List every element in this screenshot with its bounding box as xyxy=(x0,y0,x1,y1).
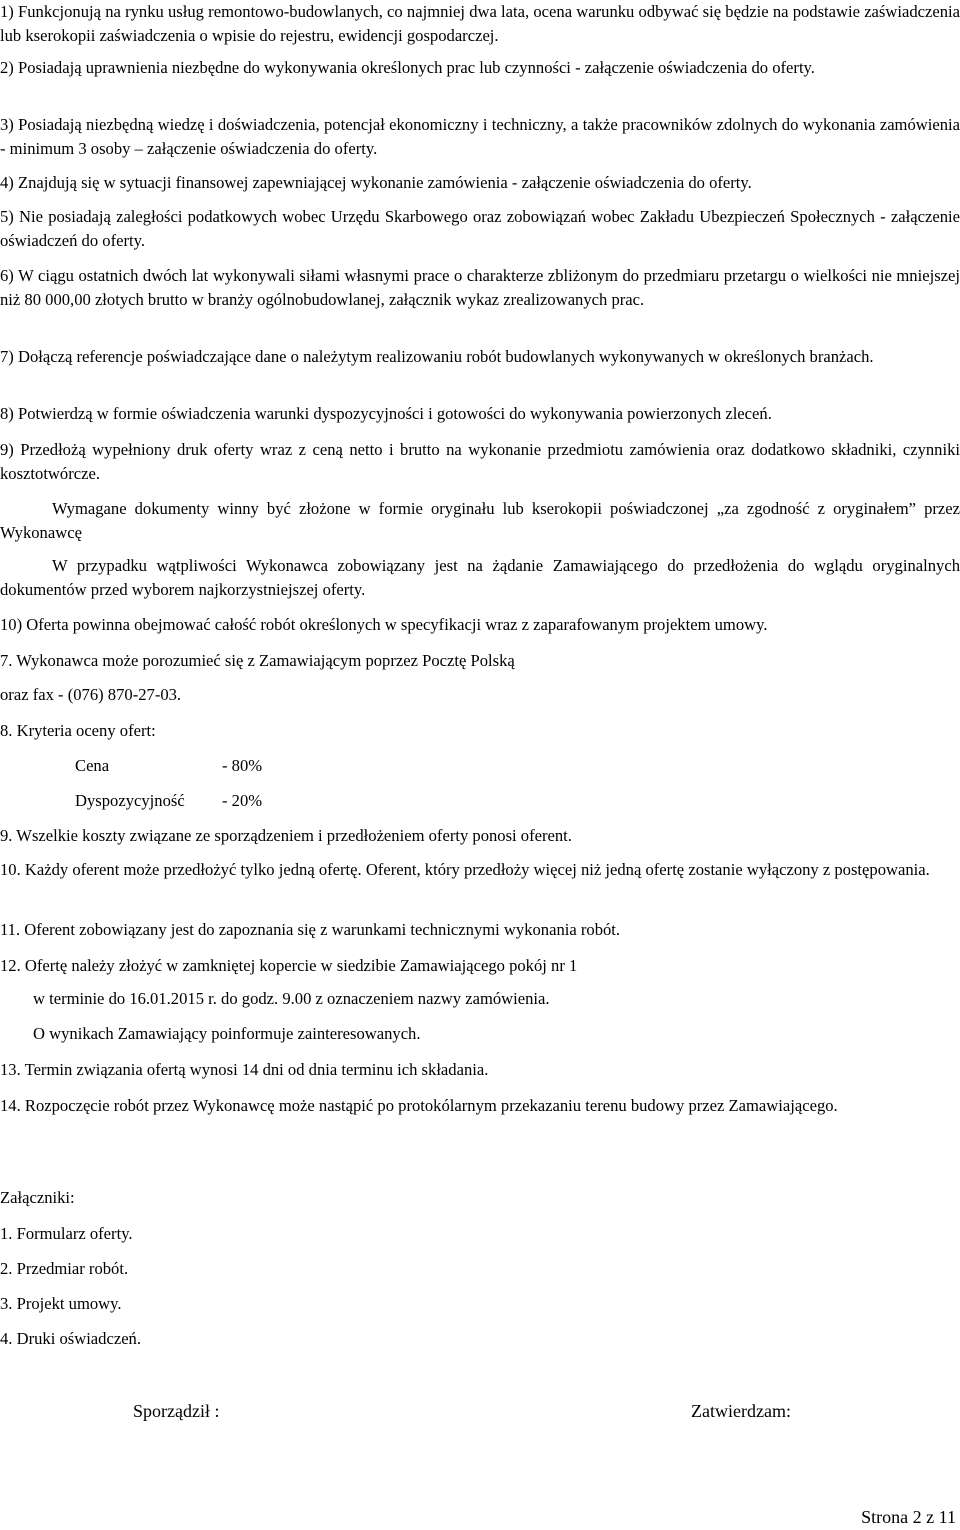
signature-approved: Zatwierdzam: xyxy=(691,1401,791,1421)
section-13: 13. Termin związania ofertą wynosi 14 dni od dnia terminu ich składania. xyxy=(0,1060,489,1079)
section-9: 9. Wszelkie koszty związane ze sporządzeniem i przedłożeniem oferty ponosi oferent. xyxy=(0,826,572,845)
required-documents-paragraph: Wymagane dokumenty winny być złożone w formie oryginału lub kserokopii poświadczonej „za zgodność z oryginałem” przez Wykonawcę xyxy=(0,499,960,542)
attachment-item: 1. Formularz oferty. xyxy=(0,1224,133,1243)
section-12-deadline: w terminie do 16.01.2015 r. do godz. 9.00 z oznaczeniem nazwy zamówienia. xyxy=(33,989,550,1008)
criterion-weight: - 80% xyxy=(222,756,263,775)
signature-prepared-by: Sporządził : xyxy=(133,1401,220,1421)
section-12-info: O wynikach Zamawiający poinformuje zainteresowanych. xyxy=(33,1024,421,1043)
attachment-item: 2. Przedmiar robót. xyxy=(0,1259,129,1278)
criterion-label: Dyspozycyjność xyxy=(75,791,185,810)
signature-row xyxy=(0,1400,960,1426)
attachment-item: 4. Druki oświadczeń. xyxy=(0,1329,142,1348)
condition-5: 5) Nie posiadają zaległości podatkowych wobec Urzędu Skarbowego oraz zobowiązań wobec Zakładu Ubezpieczeń Społecznych - załączenie oświadczeń do oferty. xyxy=(0,207,960,250)
condition-4: 4) Znajdują się w sytuacji finansowej zapewniającej wykonanie zamówienia - załączenie oświadczenia do oferty. xyxy=(0,173,752,192)
page-number: Strona 2 z 11 xyxy=(861,1507,956,1527)
section-14: 14. Rozpoczęcie robót przez Wykonawcę może nastąpić po protokólarnym przekazaniu terenu budowy przez Zamawiającego. xyxy=(0,1096,838,1115)
criterion-row xyxy=(0,754,960,778)
section-8: 8. Kryteria oceny ofert: xyxy=(0,721,156,740)
fax-line: oraz fax - (076) 870-27-03. xyxy=(0,685,182,704)
condition-9: 9) Przedłożą wypełniony druk oferty wraz z ceną netto i brutto na wykonanie przedmiotu zamówienia oraz dodatkowo składniki, czynniki kosztotwórcze. xyxy=(0,440,960,483)
section-11: 11. Oferent zobowiązany jest do zapoznania się z warunkami technicznymi wykonania robót. xyxy=(0,920,621,939)
doubt-paragraph: W przypadku wątpliwości Wykonawca zobowiązany jest na żądanie Zamawiającego do przedłożenia do wglądu oryginalnych dokumentów przed wyborem najkorzystniejszej oferty. xyxy=(0,556,960,599)
criterion-weight: - 20% xyxy=(222,791,263,810)
condition-1: 1) Funkcjonują na rynku usług remontowo-budowlanych, co najmniej dwa lata, ocena warunku odbywać się będzie na podstawie zaświadczenia lub kserokopii zaświadczenia o wpisie do rejestru, ewidencji gospodarczej. xyxy=(0,2,960,45)
attachments-title: Załączniki: xyxy=(0,1188,75,1207)
criterion-row xyxy=(0,789,960,813)
section-7: 7. Wykonawca może porozumieć się z Zamawiającym poprzez Pocztę Polską xyxy=(0,651,515,670)
condition-10: 10) Oferta powinna obejmować całość robót określonych w specyfikacji wraz z zaparafowanym projektem umowy. xyxy=(0,615,768,634)
condition-6: 6) W ciągu ostatnich dwóch lat wykonywali siłami własnymi prace o charakterze zbliżonym do przedmiaru przetargu o wielkości nie mniejszej niż 80 000,00 złotych brutto w branży ogólnobudowlanej, załącznik wykaz zrealizowanych prac. xyxy=(0,266,960,309)
section-10: 10. Każdy oferent może przedłożyć tylko jedną ofertę. Oferent, który przedłoży więcej niż jedną ofertę zostanie wyłączony z postępowania. xyxy=(0,860,930,879)
attachment-item: 3. Projekt umowy. xyxy=(0,1294,122,1313)
condition-7: 7) Dołączą referencje poświadczające dane o należytym realizowaniu robót budowlanych wykonywanych w określonych branżach. xyxy=(0,347,874,366)
condition-2-text: 2) Posiadają uprawnienia niezbędne do wykonywania określonych prac lub czynności - załączenie oświadczenia do oferty. xyxy=(0,58,815,77)
section-12: 12. Ofertę należy złożyć w zamkniętej kopercie w siedzibie Zamawiającego pokój nr 1 xyxy=(0,956,578,975)
condition-8: 8) Potwierdzą w formie oświadczenia warunki dyspozycyjności i gotowości do wykonywania powierzonych zleceń. xyxy=(0,404,772,423)
condition-2 xyxy=(0,56,960,80)
condition-3: 3) Posiadają niezbędną wiedzę i doświadczenia, potencjał ekonomiczny i techniczny, a także pracowników zdolnych do wykonania zamówienia - minimum 3 osoby – załączenie oświadczenia do oferty. xyxy=(0,115,960,158)
criterion-label: Cena xyxy=(75,756,110,775)
page-footer xyxy=(0,1506,960,1528)
